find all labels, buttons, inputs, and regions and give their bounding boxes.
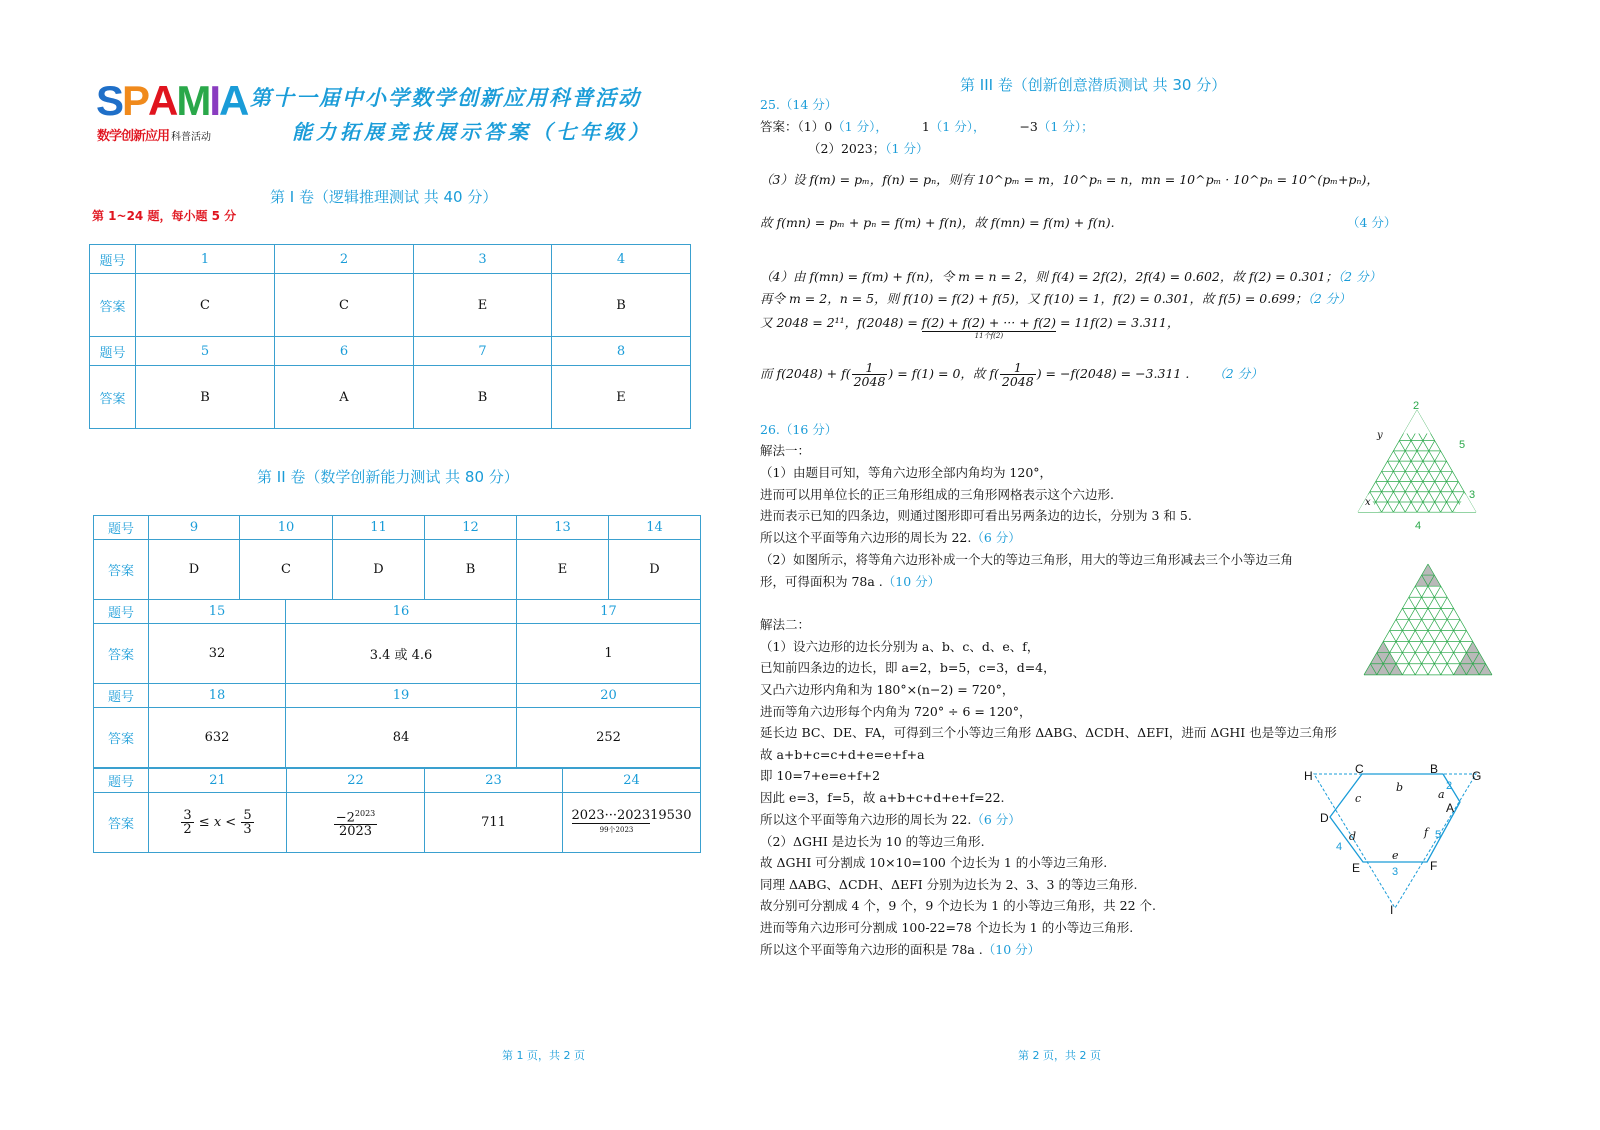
q26-line: 因此 e=3，f=5，故 a+b+c+d+e+f=22. [760,790,1005,805]
numerator [334,807,378,825]
answer-label: 答案 [90,274,136,337]
question-number: 15 [149,600,286,624]
header-label: 题号 [94,600,149,624]
big-triangle-figure [1362,560,1494,678]
question-number: 5 [136,337,275,366]
document-subtitle: 能力拓展竞技展示答案（七年级） [292,120,652,144]
grid-line [1393,441,1434,513]
q25-heading: 25.（14 分） [760,97,838,112]
grid-line [1428,619,1460,674]
text: 形，可得面积为 78a . [760,574,883,589]
header-label: 题号 [94,769,149,793]
question-number: 9 [149,516,240,540]
length-5: 5 [1435,829,1442,841]
points: （2 分） [1213,366,1263,381]
brace-label: 11个f(2) [974,332,1004,340]
q26-line: （1）由题目可知，等角六边形全部内角均为 120°， [760,465,1053,480]
question-number: 3 [414,245,552,274]
q26-line: 故 ΔGHI 可分割成 10×10=100 个边长为 1 的小等边三角形. [760,855,1108,870]
side-label-3: 3 [1469,489,1476,501]
fraction [181,809,193,836]
answer-cell: 32 [149,624,286,684]
vertex-I: I [1390,903,1394,917]
q26-heading: 26.（16 分） [760,422,838,437]
answer-cell: E [414,274,552,337]
header-label: 题号 [94,684,149,708]
q26-line: （1）设六边形的边长分别为 a、b、c、d、e、f， [760,639,1040,654]
answer-cell: B [425,540,517,600]
vertex-B: B [1430,762,1439,776]
logo-letter: A [219,77,248,124]
logo-letter: S [96,77,123,124]
answer-cell-21 [149,793,287,853]
numerator: 3 [183,808,192,823]
exponent: 2023 [354,808,376,818]
question-number: 18 [149,684,286,708]
answer-cell: A [275,366,414,429]
q25-line-1 [760,119,1094,135]
answer-cell-24 [563,793,701,853]
answer-cell: B [414,366,552,429]
side-c: c [1355,792,1362,805]
logo-letter: A [148,77,177,124]
q26-method-1: 解法一： [760,443,811,458]
fraction [1000,361,1036,388]
numerator: 1 [1000,361,1036,375]
page-1 [0,0,780,1130]
part1-title: 第 I 卷（逻辑推理测试 共 40 分） [270,188,498,206]
question-number: 24 [563,769,701,793]
grid-line [1396,619,1428,674]
answer-cell: 84 [286,708,517,768]
points: （1 分）， [929,119,986,134]
text: = 11f(2) = 3.311， [1055,315,1180,330]
grid-line [1411,420,1464,512]
fraction [241,809,253,836]
text: 而 f(2048) + f( [760,366,851,381]
denominator: 2048 [1001,374,1034,389]
text: 答案：（1）0 [760,119,833,134]
question-number: 16 [286,600,517,624]
answer-cell: 632 [149,708,286,768]
text: 所以这个平面等角六边形的周长为 22. [760,812,972,827]
table-row [94,769,701,793]
hexagon-triangle-figure [1300,762,1490,918]
question-number: 19 [286,684,517,708]
table-row [94,684,701,708]
brace-tail: 19530 [650,807,692,823]
length-2: 2 [1446,780,1453,792]
grid-line [1422,575,1480,675]
vertex-C: C [1355,762,1364,776]
q26-line: 进而表示已知的四条边，则通过图形即可看出另两条边的边长，分别为 3 和 5. [760,508,1192,523]
side-label-top: 2 [1413,400,1420,412]
answer-label: 答案 [94,540,149,600]
text: 再令 m = 2，n = 5，则 f(10) = f(2) + f(5)，又 f(10) = 1，f(2) = 0.301，故 f(5) = 0.699； [760,291,1308,306]
fraction [334,807,378,838]
shaded-corner [1364,642,1402,675]
table-row [90,245,691,274]
question-number: 23 [425,769,563,793]
corner-mask [1403,410,1430,434]
answer-cell: D [609,540,701,600]
table-row [94,516,701,540]
header-label: 题号 [90,245,136,274]
answer-cell: D [149,540,240,600]
question-number: 2 [275,245,414,274]
points: （2 分） [1337,269,1382,284]
points: （2 分） [1307,291,1351,306]
table-row [90,366,691,429]
side-a: a [1438,788,1445,801]
vertex-D: D [1320,811,1329,825]
answer-cell: E [517,540,609,600]
text: ) = f(1) = 0，故 f( [888,366,999,381]
points: （6 分） [971,812,1021,827]
q26-line [760,942,1040,958]
denominator: 2023 [338,824,373,840]
text: 又 2048 = 2¹¹，f(2048) = [760,315,922,330]
points: （6 分） [971,530,1021,545]
table-row [90,274,691,337]
answer-cell: C [275,274,414,337]
inequality: ≤ x < [198,815,237,830]
q26-line: （2）如图所示，将等角六边形补成一个大的等边三角形，用大的等边三角形减去三个小等边三角 [760,552,1293,567]
answer-cell: B [136,366,275,429]
points: （1 分） [885,141,929,156]
q25-line-2 [808,141,928,157]
shaded-corner [1454,642,1492,675]
document-title: 第十一届中小学数学创新应用科普活动 [250,86,641,110]
points: （1 分）； [1037,119,1094,134]
q25-line-7 [760,315,1179,341]
q26-line: 进而等角六边形每个内角为 720° ÷ 6 = 120°， [760,704,1032,719]
answer-label: 答案 [94,793,149,853]
brace-label: 99个2023 [599,825,634,834]
vertex-F: F [1430,859,1438,873]
grid-line [1409,597,1454,675]
points: （10 分） [982,942,1041,957]
q26-line [760,530,1021,546]
q25-line-6 [760,291,1351,307]
q25-line-3: （3）设 f(m) = pₘ，f(n) = pₙ，则有 10^pₘ = m，10^pₙ = n，mn = 10^pₘ · 10^pₙ = 10^(pₘ+pₙ)， [760,172,1379,187]
length-4: 4 [1336,841,1343,853]
answer-cell: 711 [425,793,563,853]
text: ) = −f(2048) = −3.311 . [1036,366,1190,381]
answer-cell: 3.4 或 4.6 [286,624,517,684]
q26-line: 延长边 BC、DE、FA，可得到三个小等边三角形 ΔABG、ΔCDH、ΔEFI，进而 ΔGHI 也是等边三角形 [760,725,1337,740]
table-row [94,600,701,624]
brace-content: f(2) + f(2) + ··· + f(2) [921,315,1056,330]
header-label: 题号 [90,337,136,366]
side-label-x: x [1365,497,1371,508]
part2-answer-table [93,515,701,768]
denominator: 3 [243,822,252,837]
question-number: 1 [136,245,275,274]
side-d: d [1349,830,1357,843]
side-e: e [1392,849,1399,862]
underbrace [922,315,1056,341]
logo-subtitle [97,125,211,144]
side-label-4: 4 [1415,520,1422,532]
q26-line: 同理 ΔABG、ΔCDH、ΔEFI 分别为边长为 2、3、3 的等边三角形. [760,877,1138,892]
answer-cell-22 [287,793,425,853]
q26-line [760,574,940,590]
answer-cell: C [136,274,275,337]
q26-line: 已知前四条边的边长，即 a=2，b=5，c=3，d=4， [760,660,1056,675]
q25-line-4: 故 f(mn) = pₘ + pₙ = f(m) + f(n)，故 f(mn) = f(m) + f(n). [760,215,1115,230]
table-row [90,337,691,366]
side-f: f [1424,826,1429,839]
text: −3 [1019,119,1038,134]
answer-cell: 1 [517,624,701,684]
table-row [94,624,701,684]
question-number: 17 [517,600,701,624]
points: （10 分） [882,574,941,589]
q26-line [760,812,1021,828]
vertex-A: A [1446,801,1455,815]
logo-sub-red: 数学创新应用 [97,129,170,144]
answer-cell: C [240,540,333,600]
text: 所以这个平面等角六边形的周长为 22. [760,530,972,545]
base: −2 [335,810,355,826]
question-number: 10 [240,516,333,540]
side-label-y: y [1377,430,1383,441]
logo-letter: P [122,77,149,124]
q26-line: （2）ΔGHI 是边长为 10 的等边三角形. [760,834,985,849]
question-number: 21 [149,769,287,793]
q26-line: 又凸六边形内角和为 180°×(n−2) = 720°， [760,682,1015,697]
answer-cell: 252 [517,708,701,768]
answer-cell: B [552,274,691,337]
vertex-H: H [1304,769,1313,783]
question-number: 4 [552,245,691,274]
numerator: 5 [243,808,252,823]
part1-note: 第 1~24 题，每小题 5 分 [92,209,237,223]
q25-line-8 [760,360,1263,388]
length-3: 3 [1392,866,1399,878]
brace-content: 2023···2023 [571,807,651,823]
part2-title: 第 II 卷（数学创新能力测试 共 80 分） [257,468,519,486]
denominator: 2048 [853,374,886,389]
side-b: b [1396,781,1404,794]
question-number: 11 [333,516,425,540]
question-number: 12 [425,516,517,540]
denominator: 2 [183,822,192,837]
spamia-logo [96,77,248,124]
numerator: 1 [852,361,888,375]
question-number: 7 [414,337,552,366]
table-row [94,540,701,600]
page-footer-1: 第 1 页，共 2 页 [502,1049,585,1062]
text: （2）2023； [808,141,886,156]
answer-cell: D [333,540,425,600]
question-number: 8 [552,337,691,366]
grid-line [1399,441,1440,513]
question-number: 13 [517,516,609,540]
question-number: 22 [287,769,425,793]
answer-label: 答案 [94,708,149,768]
grid-line [1417,461,1447,512]
question-number: 20 [517,684,701,708]
hexagon-grid-figure [1355,398,1495,532]
grid-line [1388,461,1418,512]
question-number: 14 [609,516,701,540]
page-footer-2: 第 2 页，共 2 页 [1018,1049,1101,1062]
question-number: 6 [275,337,414,366]
vertex-G: G [1472,769,1482,783]
answer-label: 答案 [90,366,136,429]
fraction [852,361,888,388]
part1-answer-table [89,244,691,429]
q26-line: 故分别可分割成 4 个，9 个，9 个边长为 1 的小等边三角形，共 22 个. [760,898,1156,913]
answer-cell: E [552,366,691,429]
logo-sub-black: 科普活动 [171,132,212,143]
q26-line: 进而等角六边形可分割成 100-22=78 个边长为 1 的小等边三角形. [760,920,1134,935]
vertex-E: E [1352,861,1361,875]
side-label-5: 5 [1459,439,1466,451]
logo-letter: M [176,77,210,124]
q26-line: 即 10=7+e=e+f+2 [760,768,881,783]
part3-title: 第 III 卷（创新创意潜质测试 共 30 分） [960,76,1227,94]
text: （4）由 f(mn) = f(m) + f(n)，令 m = n = 2，则 f(4) = 2f(2)，2f(4) = 0.602，故 f(2) = 0.301； [760,269,1338,284]
underbrace-expression [572,809,692,837]
text: 1 [921,119,930,134]
q26-line: 进而可以用单位长的正三角形组成的三角形网格表示这个六边形. [760,487,1114,502]
grid-line [1377,575,1435,675]
points: （1 分）， [832,119,888,134]
q26-method-2: 解法二： [760,617,811,632]
header-label: 题号 [94,516,149,540]
table-row [94,708,701,768]
q26-line: 故 a+b+c=c+d+e=e+f+a [760,747,925,762]
q25-line-5 [760,269,1381,285]
answer-label: 答案 [94,624,149,684]
q25-points: （4 分） [1347,215,1397,230]
part2-answer-table-last [93,768,701,853]
table-row [94,793,701,853]
text: 所以这个平面等角六边形的面积是 78a . [760,942,983,957]
grid-line [1402,597,1447,675]
logo-letter: I [209,77,220,124]
